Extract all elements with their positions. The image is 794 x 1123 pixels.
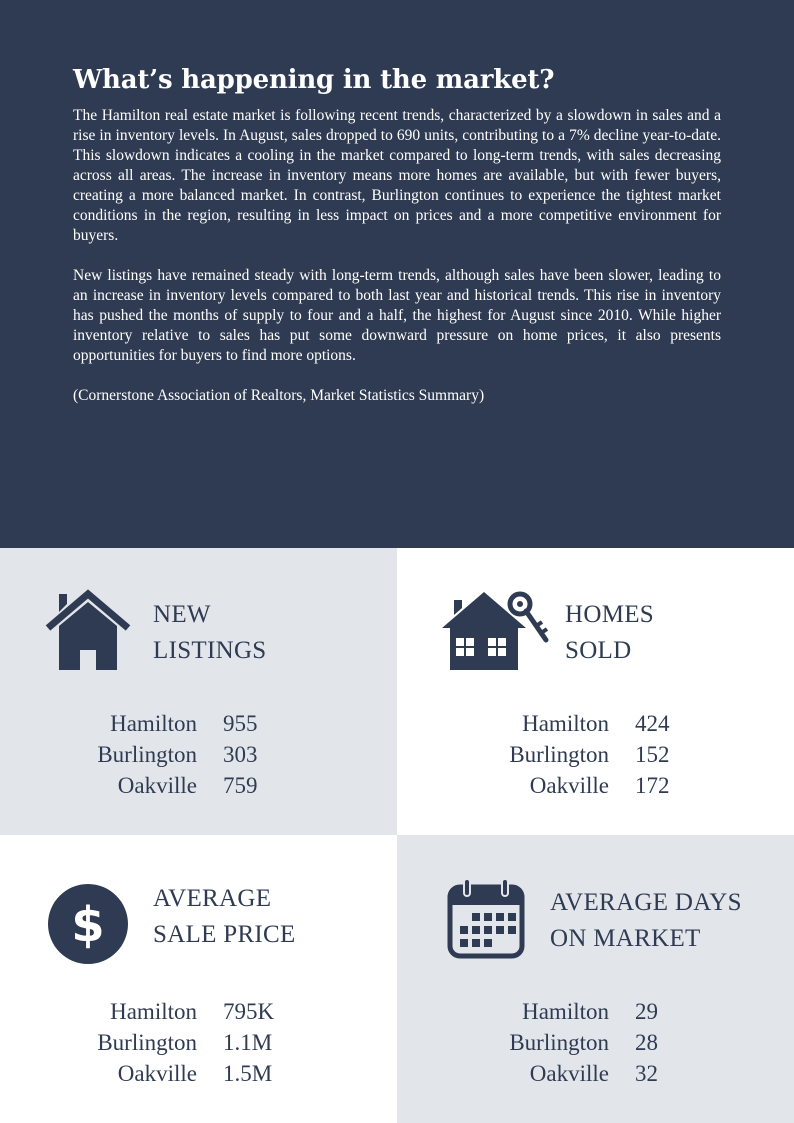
average-sale-price-title-line-1: AVERAGE [153, 885, 272, 912]
table-row [0, 1058, 273, 1089]
stat-value: 303 [223, 742, 258, 767]
homes-sold-title-line-2: SOLD [565, 637, 632, 664]
house-key-icon [442, 590, 552, 672]
city-label: Burlington [97, 742, 197, 767]
table-row [397, 708, 670, 739]
homes-sold-title-line-1: HOMES [565, 601, 655, 628]
new-listings-title [153, 597, 267, 669]
market-summary-section [0, 0, 794, 548]
average-days-title [550, 885, 742, 957]
calendar-icon [447, 877, 525, 959]
new-listings-panel [0, 548, 397, 835]
svg-text:$: $ [71, 897, 105, 953]
average-days-title-line-2: ON MARKET [550, 925, 701, 952]
average-sale-price-panel [0, 835, 397, 1123]
stat-value: 28 [635, 1030, 658, 1055]
homes-sold-panel [397, 548, 794, 835]
average-sale-price-title [153, 881, 296, 953]
stat-value: 32 [635, 1061, 658, 1086]
table-row [0, 739, 258, 770]
stat-value: 759 [223, 773, 258, 798]
average-days-title-line-1: AVERAGE DAYS [550, 889, 742, 916]
market-summary-content [73, 62, 721, 426]
average-days-table [397, 996, 658, 1089]
table-row [397, 1058, 658, 1089]
table-row [0, 708, 258, 739]
new-listings-table [0, 708, 258, 801]
city-label: Burlington [509, 1030, 609, 1055]
homes-sold-table [397, 708, 670, 801]
dollar-icon [47, 883, 129, 965]
article-paragraph-1: The Hamilton real estate market is following recent trends, characterized by a slowdown in sales and a rise in inventory levels. In August, sales dropped to 690 units, contributing to a 7% decline year-to-date. This slowdown indicates a cooling in the market compared to long-term trends, with sales decreasing across all areas. The increase in inventory means more homes are available, but with fewer buyers, creating a more balanced market. In contrast, Burlington continues to experience the tightest market conditions in the region, resulting in less impact on prices and a more competitive environment for buyers. [73, 107, 721, 244]
homes-sold-title [565, 597, 654, 669]
stat-value: 29 [635, 999, 658, 1024]
article-paragraph-2: New listings have remained steady with long-term trends, although sales have been slower, leading to an increase in inventory levels compared to both last year and historical trends. This rise in inventory has pushed the months of supply to four and a half, the highest for August since 2010. While higher inventory relative to sales has put some downward pressure on home prices, it also presents opportunities for buyers to find more options. [73, 267, 721, 364]
stat-value: 1.5M [223, 1061, 273, 1086]
stat-value: 955 [223, 711, 258, 736]
new-listings-title-line-2: LISTINGS [153, 637, 267, 664]
stat-value: 424 [635, 711, 670, 736]
city-label: Hamilton [110, 711, 197, 736]
city-label: Hamilton [110, 999, 197, 1024]
stat-value: 795K [223, 999, 275, 1024]
table-row [0, 770, 258, 801]
table-row [397, 996, 658, 1027]
city-label: Oakville [529, 1061, 609, 1086]
city-label: Burlington [509, 742, 609, 767]
city-label: Burlington [97, 1030, 197, 1055]
city-label: Oakville [529, 773, 609, 798]
city-label: Hamilton [522, 999, 609, 1024]
average-sale-price-title-line-2: SALE PRICE [153, 921, 296, 948]
article-source: (Cornerstone Association of Realtors, Market Statistics Summary) [73, 387, 485, 404]
article-heading: What’s happening in the market? [73, 65, 555, 95]
stat-value: 1.1M [223, 1030, 273, 1055]
table-row [397, 739, 670, 770]
table-row [397, 1027, 658, 1058]
house-icon [44, 588, 132, 672]
city-label: Oakville [117, 1061, 197, 1086]
stat-value: 152 [635, 742, 670, 767]
new-listings-title-line-1: NEW [153, 601, 211, 628]
stat-value: 172 [635, 773, 670, 798]
city-label: Hamilton [522, 711, 609, 736]
city-label: Oakville [117, 773, 197, 798]
average-sale-price-table [0, 996, 275, 1089]
average-days-on-market-panel [397, 835, 794, 1123]
table-row [397, 770, 670, 801]
table-row [0, 996, 275, 1027]
table-row [0, 1027, 273, 1058]
